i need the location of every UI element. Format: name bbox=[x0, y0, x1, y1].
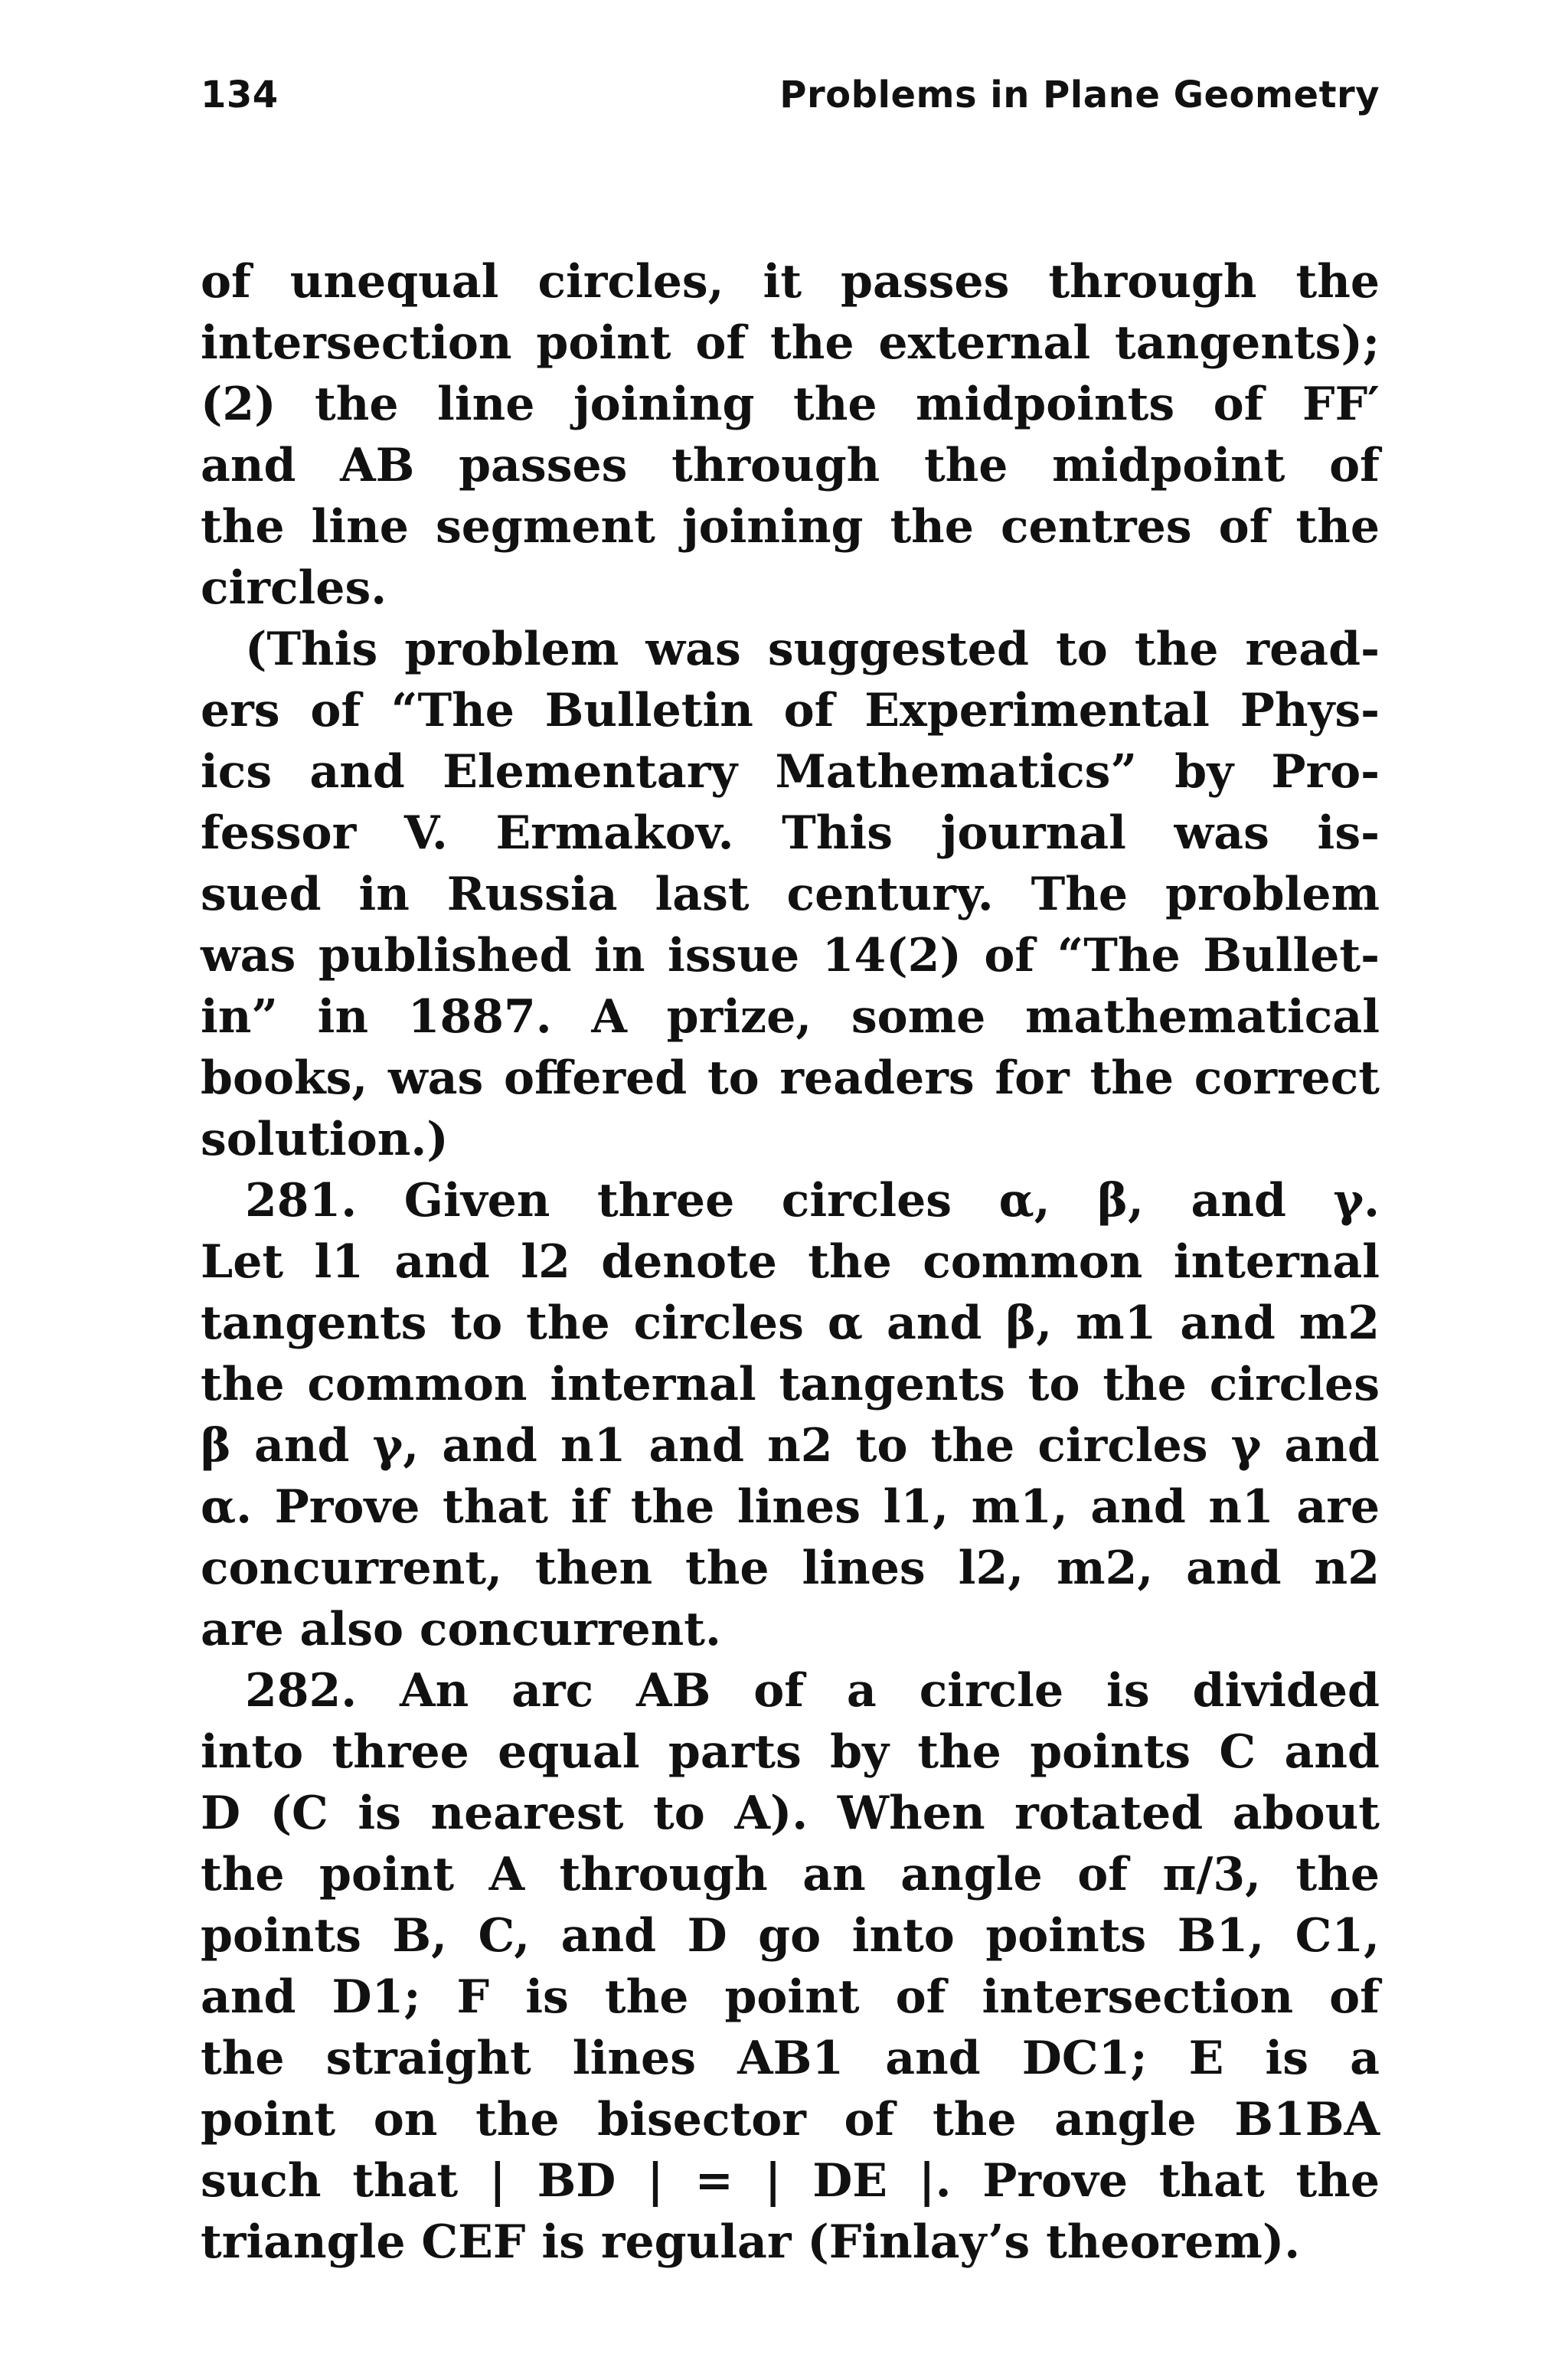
problem-line: are also concurrent. bbox=[201, 1603, 721, 1656]
problem-line: into three equal parts by the points C and bbox=[201, 1725, 1380, 1779]
note-line: sued in Russia last century. The problem bbox=[201, 868, 1380, 921]
problem-281-first-line bbox=[201, 1170, 1380, 1231]
note-line: fessor V. Ermakov. This journal was is- bbox=[201, 806, 1380, 860]
book-title: Problems in Plane Geometry bbox=[779, 74, 1380, 116]
note-line: was published in issue 14(2) of “The Bullet- bbox=[201, 929, 1380, 982]
note-line: in” in 1887. A prize, some mathematical bbox=[201, 990, 1380, 1044]
text-line: (2) the line joining the midpoints of FF′ bbox=[201, 378, 1380, 431]
running-head bbox=[201, 74, 1380, 142]
problem-line: triangle CEF is regular (Finlay’s theorem). bbox=[201, 2215, 1301, 2269]
text-line: of unequal circles, it passes through the bbox=[201, 255, 1380, 309]
problem-line: D (C is nearest to A). When rotated about bbox=[201, 1787, 1380, 1840]
problem-line: Let l1 and l2 denote the common internal bbox=[201, 1235, 1380, 1289]
problem-line: and D1; F is the point of intersection of bbox=[201, 1970, 1380, 2024]
note-line: ers of “The Bulletin of Experimental Phys- bbox=[201, 684, 1380, 737]
problem-line: the common internal tangents to the circles bbox=[201, 1358, 1380, 1411]
text-line: the line segment joining the centres of the bbox=[201, 500, 1380, 554]
note-line: ics and Elementary Mathematics” by Pro- bbox=[201, 745, 1380, 799]
book-page bbox=[201, 74, 1380, 2273]
problem-text: Given three circles α, β, and γ. bbox=[403, 1174, 1380, 1228]
problem-text: An arc AB of a circle is divided bbox=[400, 1664, 1380, 1718]
problem-line: α. Prove that if the lines l1, m1, and n1 are bbox=[201, 1480, 1380, 1534]
problem-number: 281. bbox=[245, 1174, 358, 1228]
note-line: books, was offered to readers for the correct bbox=[201, 1051, 1380, 1105]
text-line: circles. bbox=[201, 561, 387, 615]
note-line: solution.) bbox=[201, 1113, 449, 1166]
problem-282-first-line bbox=[201, 1660, 1380, 1721]
problem-line: points B, C, and D go into points B1, C1, bbox=[201, 1909, 1380, 1963]
problem-line: tangents to the circles α and β, m1 and m2 bbox=[201, 1296, 1380, 1350]
problem-line: the point A through an angle of π/3, the bbox=[201, 1848, 1380, 1901]
problem-line: concurrent, then the lines l2, m2, and n2 bbox=[201, 1541, 1380, 1595]
problem-line: point on the bisector of the angle B1BA bbox=[201, 2093, 1380, 2146]
body-text bbox=[201, 251, 1380, 2273]
text-line: intersection point of the external tangents); bbox=[201, 316, 1380, 370]
problem-line: the straight lines AB1 and DC1; E is a bbox=[201, 2032, 1380, 2085]
note-line: (This problem was suggested to the read- bbox=[245, 623, 1380, 676]
page-number: 134 bbox=[201, 74, 279, 116]
problem-number: 282. bbox=[245, 1664, 358, 1718]
problem-line: such that | BD | = | DE |. Prove that the bbox=[201, 2154, 1380, 2208]
problem-line: β and γ, and n1 and n2 to the circles γ and bbox=[201, 1419, 1380, 1473]
text-line: and AB passes through the midpoint of bbox=[201, 439, 1380, 492]
